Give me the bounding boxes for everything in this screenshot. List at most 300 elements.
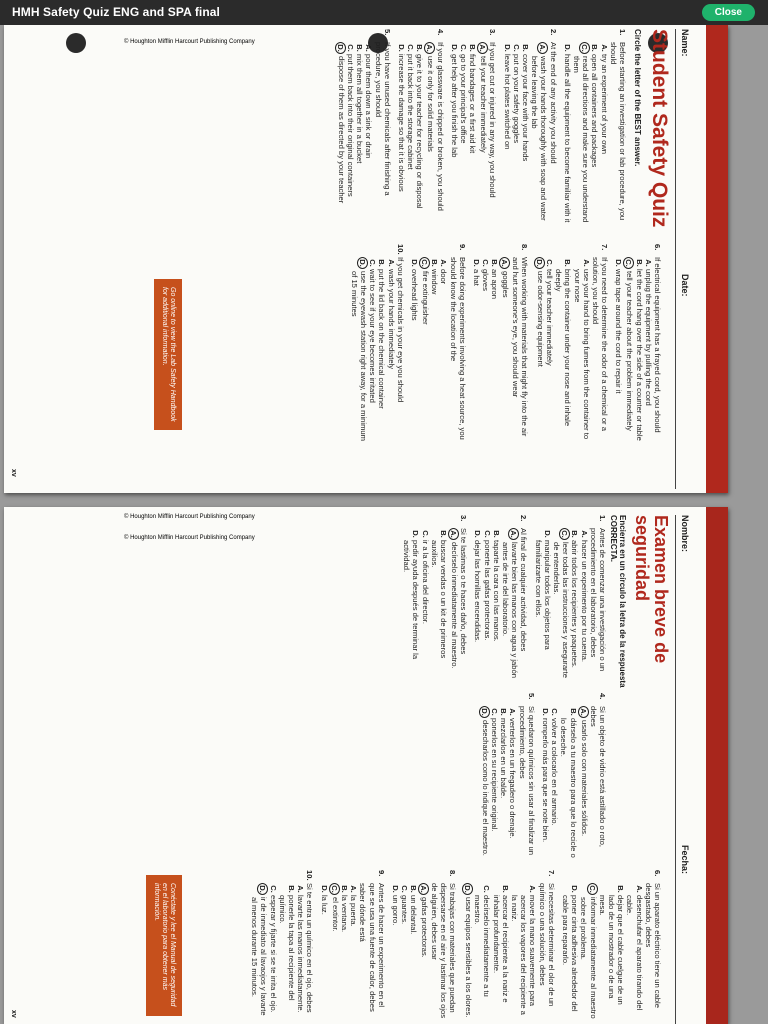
answer-letter: C. <box>420 530 430 538</box>
answer-option[interactable] <box>623 257 634 449</box>
question-number: 5. <box>526 693 536 700</box>
question-number: 5. <box>382 29 392 36</box>
name-label: Nombre: <box>680 515 690 553</box>
answer-letter-circled: D. <box>335 42 346 54</box>
answer-text: use the eyewash station right away, for a minimum of 15 minutes <box>349 271 368 441</box>
answer-option[interactable] <box>420 528 429 680</box>
question-stem <box>373 29 391 234</box>
question-text: If electrical equipment has a frayed cord, you should <box>653 257 662 433</box>
answer-option[interactable] <box>386 257 395 449</box>
answer-option[interactable] <box>335 42 346 234</box>
answer-text: un gorro. <box>390 895 400 926</box>
answer-option[interactable] <box>479 706 490 858</box>
answer-letter-circled: A. <box>477 42 488 54</box>
answer-text: put it back into the storage cabinet <box>406 54 416 170</box>
answer-text: mezclarlos en un balde. <box>499 718 509 799</box>
answer-letter: C. <box>406 44 416 52</box>
answer-letter-circled: D. <box>257 883 268 895</box>
answer-text: ponerte las gafas protectoras. <box>482 540 492 641</box>
answer-option[interactable] <box>391 883 400 1020</box>
answer-text: tell your teacher about the problem immediately <box>625 271 635 431</box>
answer-letter: B. <box>590 44 600 52</box>
question-number: 8. <box>447 870 457 877</box>
question-text: Si quedaron químicos sin usar al finalizar un procedimiento, debes <box>517 706 536 856</box>
answer-text: get help after you finish the lab <box>449 54 459 158</box>
quiz-question <box>541 693 607 858</box>
answer-letter: C. <box>511 44 521 52</box>
answer-text: desecharlos como lo indique el maestro. <box>480 720 490 856</box>
answer-text: unplug the equipment by pulling the cord <box>643 269 653 406</box>
answer-text: dárselo a tu maestro para que lo recicle o lo deseche. <box>559 718 578 858</box>
question-stem <box>609 29 627 234</box>
answer-text: abrir todos los recipientes y paquetes. <box>570 540 580 668</box>
answer-letter: C. <box>482 530 492 538</box>
answer-letter-circled: D. <box>479 706 490 718</box>
answer-option[interactable] <box>490 257 499 449</box>
answer-letter: B. <box>355 44 365 52</box>
answer-option[interactable] <box>406 42 415 234</box>
answer-letter: B. <box>634 259 644 267</box>
answer-letter-circled: A. <box>537 42 548 54</box>
question-text: Al final de cualquier actividad, debes <box>519 528 529 652</box>
quiz-question <box>250 870 314 1020</box>
answer-text: open all containers and packages <box>590 54 600 168</box>
header-rule <box>675 29 676 489</box>
answer-option[interactable] <box>579 883 597 1020</box>
question-text: Antes de hacer un experimento en el que se usa una fuente de calor, debes saber dónde está <box>358 883 386 1012</box>
answer-option[interactable] <box>614 257 623 449</box>
answer-letter: B. <box>377 259 387 267</box>
answer-option[interactable] <box>329 883 340 1020</box>
answer-option[interactable] <box>320 883 329 1020</box>
answer-text: decírselo inmediatamente al maestro. <box>449 542 459 669</box>
quiz-question <box>614 244 662 449</box>
question-text: Before starting an investigation or lab procedure, you should <box>608 42 627 221</box>
answer-letter: C. <box>458 44 468 52</box>
answer-letter: D. <box>614 259 624 267</box>
answer-option[interactable] <box>402 528 420 680</box>
english-quiz-content <box>4 29 702 489</box>
answer-option[interactable] <box>462 883 473 1020</box>
question-number: 9. <box>457 244 467 251</box>
answer-text: overhead lights <box>409 269 419 321</box>
answer-text: gafas protectoras. <box>420 897 430 958</box>
answer-letter: B. <box>568 708 578 716</box>
name-label: Name: <box>680 29 690 57</box>
answer-letter: D. <box>411 530 421 538</box>
answer-letter: C. <box>481 259 491 267</box>
answer-option[interactable] <box>510 883 538 1020</box>
answer-text: romperlo más para que se note bien. <box>540 718 550 843</box>
answer-text: try an experiment of your own <box>599 54 609 155</box>
answer-text: usar equipos sensibles a los olores. <box>463 897 473 1018</box>
answer-text: use it only for solid materials <box>426 56 436 152</box>
name-date-header <box>672 515 702 1024</box>
answer-letter-circled: A. <box>499 257 510 269</box>
answer-letter: B. <box>500 885 510 893</box>
answer-letter: C. <box>482 885 492 893</box>
questions-column-left <box>397 515 607 680</box>
answer-option[interactable] <box>296 883 305 1020</box>
date-label: Date: <box>680 274 690 297</box>
answer-text: poner cinta adhesiva alrededor del cable para repararlo. <box>560 895 580 1012</box>
answer-option[interactable] <box>559 706 577 858</box>
answer-text: use odor-sensing equipment <box>535 271 545 367</box>
answer-letter-circled: A. <box>578 706 589 718</box>
answer-letter: B. <box>468 44 478 52</box>
answer-letter: A. <box>364 44 374 52</box>
question-text: Si trabajas con materiales que puedan dispersarse en el aire y lastimar los ojos de alguien, debes usar <box>429 883 457 1019</box>
answer-option[interactable] <box>501 528 519 680</box>
answer-text: wash your hands thoroughly with soap and water before leaving the lab <box>530 56 549 221</box>
answer-letter: A. <box>579 530 589 538</box>
answer-option[interactable] <box>340 883 349 1020</box>
question-stem <box>591 244 609 449</box>
answer-text: dispose of them as directed by your teacher <box>336 56 346 204</box>
quiz-question <box>397 29 445 234</box>
answer-letter: D. <box>319 885 329 893</box>
answer-text: buscar vendas o un kit de primeros auxilios. <box>429 540 448 659</box>
answer-option[interactable] <box>377 257 386 449</box>
page-number: xv <box>10 1010 17 1018</box>
answer-letter-circled: A. <box>508 528 519 540</box>
answer-option[interactable] <box>533 528 551 680</box>
answer-letter: B. <box>499 708 509 716</box>
answer-option[interactable] <box>599 42 608 234</box>
question-number: 3. <box>459 515 469 522</box>
question-stem <box>548 29 557 234</box>
answer-text: put them back into their original containers <box>345 54 355 197</box>
answer-option[interactable] <box>439 257 448 449</box>
answer-text: manipular todos los objetos para familiarizarte con ellos. <box>533 540 552 650</box>
questions-column-right <box>345 244 662 449</box>
answer-text: un delantal. <box>409 895 419 935</box>
question-number: 9. <box>376 870 386 877</box>
answer-option[interactable] <box>570 528 579 680</box>
answer-text: an apron <box>490 269 500 299</box>
answer-option[interactable] <box>482 528 491 680</box>
quiz-title: Examen breve de seguridad <box>632 515 671 664</box>
quiz-question <box>561 870 662 1020</box>
red-edge-band <box>706 25 728 493</box>
quiz-question <box>479 693 536 858</box>
answer-letter: A. <box>508 708 518 716</box>
answer-text: wait to see if your eye becomes irritated <box>368 269 378 403</box>
answer-option[interactable] <box>430 257 439 449</box>
answer-option[interactable] <box>561 883 579 1020</box>
answer-option[interactable] <box>534 257 545 449</box>
document-viewer[interactable] <box>0 25 768 1024</box>
answer-letter: A. <box>386 259 396 267</box>
answer-text: a hat <box>471 269 481 286</box>
question-number: 1. <box>598 515 607 522</box>
answer-text: pour them down a sink or drain <box>364 54 374 159</box>
answer-letter: A. <box>439 259 449 267</box>
answer-option[interactable] <box>468 42 477 234</box>
answer-text: dejar que el cable cuelgue de un lado de un mostrador o de una mesa. <box>597 895 626 1005</box>
answer-text: ponerlos en su recipiente original. <box>489 718 499 832</box>
answer-text: wash your hands immediately <box>386 269 396 370</box>
question-stem <box>448 244 466 449</box>
answer-text: door <box>439 269 449 285</box>
answer-text: let the cord hang over the side of a counter or table <box>634 269 644 441</box>
answer-letter-circled: C. <box>623 257 634 269</box>
page-english <box>4 25 728 493</box>
answer-text: dejar las hornillas encendidas. <box>473 540 483 643</box>
answer-letter-circled: C. <box>559 528 570 540</box>
answer-option[interactable] <box>512 42 521 234</box>
answer-option[interactable] <box>490 706 499 858</box>
answer-text: handle all the equipment to become familiar with it <box>562 54 572 223</box>
answer-text: lavarte bien las manos con agua y jabón antes de irte del laboratorio. <box>500 542 520 678</box>
answer-letter: B. <box>438 530 448 538</box>
answer-letter: D. <box>471 259 481 267</box>
answer-option[interactable] <box>579 528 588 680</box>
question-number: 4. <box>598 693 607 700</box>
answer-option[interactable] <box>521 42 530 234</box>
question-number: 4. <box>435 29 445 36</box>
question-text: Antes de comenzar una investigación o un procedimiento en el laboratorio, debes <box>588 528 607 672</box>
answer-option[interactable] <box>278 883 296 1020</box>
answer-option[interactable] <box>530 42 548 234</box>
question-stem <box>517 693 535 858</box>
answer-option[interactable] <box>430 528 448 680</box>
answer-option[interactable] <box>418 883 429 1020</box>
quiz-question <box>533 515 607 680</box>
quiz-question <box>350 244 405 449</box>
question-text: If you get chemicals in your eye you should <box>395 257 405 403</box>
answer-option[interactable] <box>541 706 550 858</box>
answer-option[interactable] <box>410 257 419 449</box>
answer-option[interactable] <box>409 883 418 1020</box>
question-number: 2. <box>548 29 558 36</box>
answer-option[interactable] <box>545 257 554 449</box>
answer-letter: A. <box>643 259 653 267</box>
answer-option[interactable] <box>346 42 355 234</box>
answer-text: informar inmediatamente al maestro sobre el problema. <box>579 897 598 1019</box>
quiz-question <box>472 244 529 449</box>
answer-option[interactable] <box>448 528 459 680</box>
answer-letter-circled: C. <box>579 42 590 54</box>
question-text: Before doing experiments involving a heat source, you should know the location of the <box>448 257 467 440</box>
answer-option[interactable] <box>350 257 368 449</box>
answer-text: mover la mano suavemente para acercar los vapores del recipiente a la nariz. <box>509 895 538 1015</box>
answer-option[interactable] <box>450 42 459 234</box>
question-number: 7. <box>600 244 610 251</box>
question-text: At the end of any activity you should <box>548 42 558 164</box>
answer-option[interactable] <box>499 706 508 858</box>
answer-text: guantes. <box>400 895 410 925</box>
answer-text: ir a la oficina del director. <box>420 540 430 624</box>
answer-text: volver a colocarlo en el armario. <box>550 718 560 826</box>
answer-text: hacer un experimento por tu cuenta. <box>579 540 589 662</box>
answer-option[interactable] <box>578 706 589 858</box>
answer-letter-circled: D. <box>357 257 368 269</box>
answer-letter: D. <box>562 44 572 52</box>
answer-letter: A. <box>528 885 538 893</box>
question-stem <box>459 515 468 680</box>
questions-column-left <box>330 29 627 234</box>
answer-option[interactable] <box>491 883 509 1020</box>
copyright-line-faded: © Houghton Mifflin Harcourt Publishing Company <box>124 514 255 520</box>
answer-option[interactable] <box>355 42 364 234</box>
answer-option[interactable] <box>250 883 268 1020</box>
answer-letter: B. <box>339 885 349 893</box>
answer-option[interactable] <box>472 257 481 449</box>
answer-letter: C. <box>400 885 410 893</box>
answer-option[interactable] <box>492 528 501 680</box>
answer-text: give it to your teacher for recycling or disposal <box>415 54 425 209</box>
question-stem <box>589 515 607 680</box>
answer-letter: B. <box>287 885 297 893</box>
answer-letter-circled: D. <box>462 883 473 895</box>
question-stem <box>589 693 607 858</box>
header-rule <box>675 515 676 1024</box>
question-number: 10. <box>395 244 405 255</box>
answer-letter: C. <box>368 259 378 267</box>
question-number: 8. <box>519 244 529 251</box>
answer-option[interactable] <box>368 257 377 449</box>
answer-option[interactable] <box>424 42 435 234</box>
answer-text: tell your teacher immediately <box>544 269 554 366</box>
answer-option[interactable] <box>572 42 590 234</box>
answer-text: gloves <box>481 269 491 291</box>
answer-letter: C. <box>544 259 554 267</box>
answer-option[interactable] <box>473 528 482 680</box>
answer-option[interactable] <box>572 257 590 449</box>
answer-text: leave hot plates switched on <box>502 54 512 150</box>
answer-letter-circled: C. <box>419 257 430 269</box>
question-number: 6. <box>653 244 662 251</box>
page-spanish <box>4 507 728 1024</box>
viewer-header <box>0 0 768 25</box>
answer-letter: C. <box>489 708 499 716</box>
quiz-question <box>563 29 627 234</box>
answer-text: increase the damage so that it is obvious <box>396 54 406 192</box>
answer-option[interactable] <box>481 257 490 449</box>
answer-option[interactable] <box>590 42 599 234</box>
answer-letter: B. <box>491 530 501 538</box>
question-number: 10. <box>305 870 315 881</box>
question-stem <box>396 244 405 449</box>
answer-text: use your hand to bring fumes from the container to your nose <box>572 269 591 440</box>
question-number: 6. <box>653 870 662 877</box>
answer-option[interactable] <box>400 883 409 1020</box>
answer-option[interactable] <box>419 257 430 449</box>
answer-letter: D. <box>390 885 400 893</box>
question-text: If you get cut or injured in any way, you should <box>488 42 498 198</box>
page-number: xv <box>10 469 17 477</box>
answer-text: la puerta. <box>349 895 359 927</box>
answer-letter: D. <box>540 708 550 716</box>
name-date-header <box>672 29 702 489</box>
answer-letter: B. <box>430 259 440 267</box>
quiz-question <box>534 244 609 449</box>
answer-text: usarlo solo con materiales sólidos. <box>579 720 589 837</box>
answer-option[interactable] <box>644 257 653 449</box>
questions-column-right <box>245 870 662 1020</box>
date-label: Fecha: <box>680 845 690 875</box>
question-text: Si un objeto de vidrio está astillado o roto, debes <box>588 706 607 847</box>
answer-option[interactable] <box>598 883 626 1020</box>
quiz-question <box>320 870 386 1020</box>
answer-text: mix them all together in a bucket <box>355 54 365 164</box>
answer-option[interactable] <box>364 42 373 234</box>
answer-text: lavarte las manos inmediatamente. <box>296 895 306 1013</box>
answer-letter: A. <box>581 259 591 267</box>
answer-option[interactable] <box>634 257 643 449</box>
answer-text: goggles <box>501 271 511 298</box>
answer-text: find bandages or a first aid kit <box>468 54 478 154</box>
close-button[interactable]: Close <box>702 4 755 21</box>
question-text: Si necesitas determinar el olor de un químico o una solución, debes <box>537 883 556 1007</box>
answer-text: ponerle la tapa al recipiente del químico. <box>277 895 297 1001</box>
answer-option[interactable] <box>415 42 424 234</box>
answer-text: leer todas las instrucciones y asegurarte de entenderlas. <box>551 542 571 678</box>
answer-letter: D. <box>449 44 459 52</box>
red-edge-band <box>706 507 728 1024</box>
question-stem <box>435 29 444 234</box>
answer-option[interactable] <box>508 706 517 858</box>
answer-option[interactable] <box>502 42 511 234</box>
online-manual-promo: Conéctate y lee el Manual de seguridad en el laboratorio para obtener más información. <box>146 875 182 1016</box>
answer-option[interactable] <box>499 257 510 449</box>
question-number: 7. <box>546 870 556 877</box>
answer-letter-circled: C. <box>329 883 340 895</box>
document-title: HMH Safety Quiz ENG and SPA final <box>12 5 220 19</box>
answer-option[interactable] <box>459 42 468 234</box>
question-stem <box>537 870 555 1020</box>
answer-option[interactable] <box>268 883 277 1020</box>
quiz-question <box>462 870 556 1020</box>
answer-text: put on your safety goggles <box>511 54 521 144</box>
question-text: Si te lastimas o te haces daño, debes <box>459 528 469 655</box>
answer-letter-circled: A. <box>424 42 435 54</box>
copyright-line: © Houghton Mifflin Harcourt Publishing Company <box>124 39 255 45</box>
answer-text: la luz. <box>319 895 329 915</box>
quiz-question <box>335 29 392 234</box>
quiz-question <box>402 515 468 680</box>
answer-option[interactable] <box>554 257 572 449</box>
answer-letter: D. <box>570 885 580 893</box>
question-stem <box>358 870 386 1020</box>
answer-text: ir de inmediato al lavaojos y lavarte al menos durante 15 minutos. <box>250 897 269 1016</box>
answer-option[interactable] <box>397 42 406 234</box>
answer-letter-circled: A. <box>448 528 459 540</box>
answer-option[interactable] <box>563 42 572 234</box>
answer-text: window <box>430 269 440 295</box>
answer-letter: D. <box>502 44 512 52</box>
answer-text: desenchufar el aparato tirando del cable. <box>625 895 644 1011</box>
copyright-line: © Houghton Mifflin Harcourt Publishing Company <box>124 535 255 541</box>
question-text: If you have unused chemicals after finishing a procedure, you should <box>373 42 392 196</box>
answer-option[interactable] <box>552 528 570 680</box>
answer-option[interactable] <box>349 883 358 1020</box>
answer-text: acercar el recipiente a la nariz e inhalar profundamente. <box>491 895 510 1003</box>
answer-letter: D. <box>409 259 419 267</box>
quiz-question <box>410 244 467 449</box>
question-number: 3. <box>488 29 498 36</box>
answer-option[interactable] <box>550 706 559 858</box>
answer-letter: C. <box>550 708 560 716</box>
answer-letter: D. <box>473 530 483 538</box>
answer-option[interactable] <box>625 883 643 1020</box>
quiz-question <box>391 870 457 1020</box>
answer-option[interactable] <box>477 42 488 234</box>
question-text: Si te entra un químico en el ojo, debes <box>305 883 315 1013</box>
answer-option[interactable] <box>473 883 491 1020</box>
questions-column-middle <box>474 693 607 858</box>
